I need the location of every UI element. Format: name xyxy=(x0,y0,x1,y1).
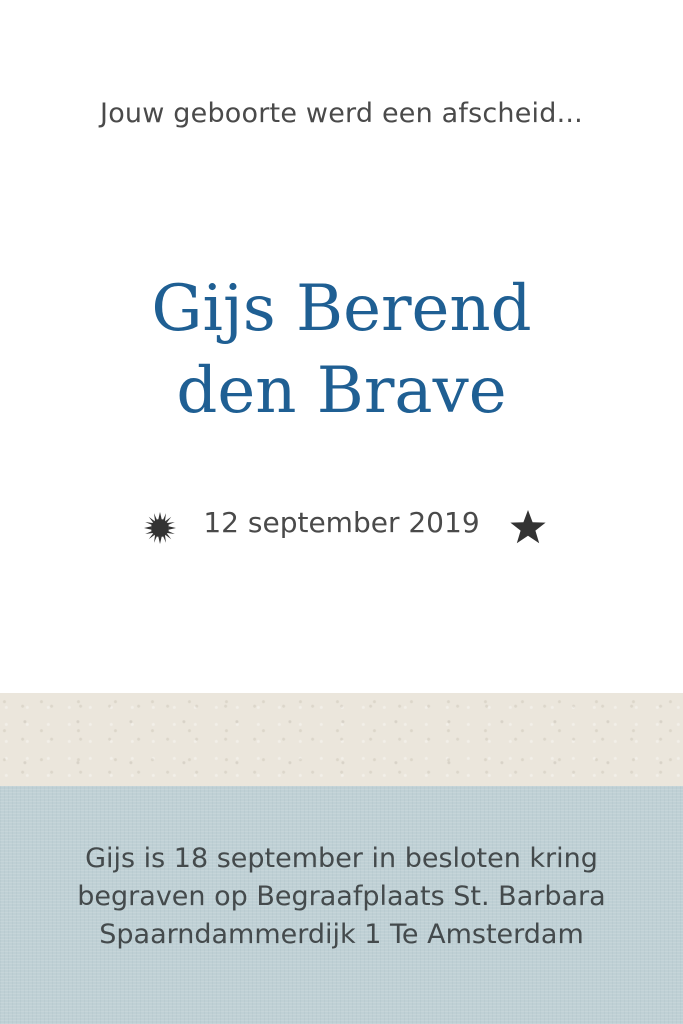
date-text: 12 september 2019 xyxy=(203,506,480,539)
date-row xyxy=(0,500,683,552)
burial-line1: Gijs is 18 september in besloten kring xyxy=(85,843,598,874)
child-name-line2: den Brave xyxy=(176,354,507,428)
intro-text: Jouw geboorte werd een afscheid... xyxy=(100,98,583,129)
burial-line2: begraven op Begraafplaats St. Barbara xyxy=(77,881,606,912)
child-name xyxy=(0,268,683,432)
burial-line3: Spaarndammerdijk 1 Te Amsterdam xyxy=(99,919,584,950)
burial-text xyxy=(0,840,683,954)
paper-strip xyxy=(0,693,683,786)
child-name-line1: Gijs Berend xyxy=(151,272,532,346)
star-icon xyxy=(509,509,547,545)
